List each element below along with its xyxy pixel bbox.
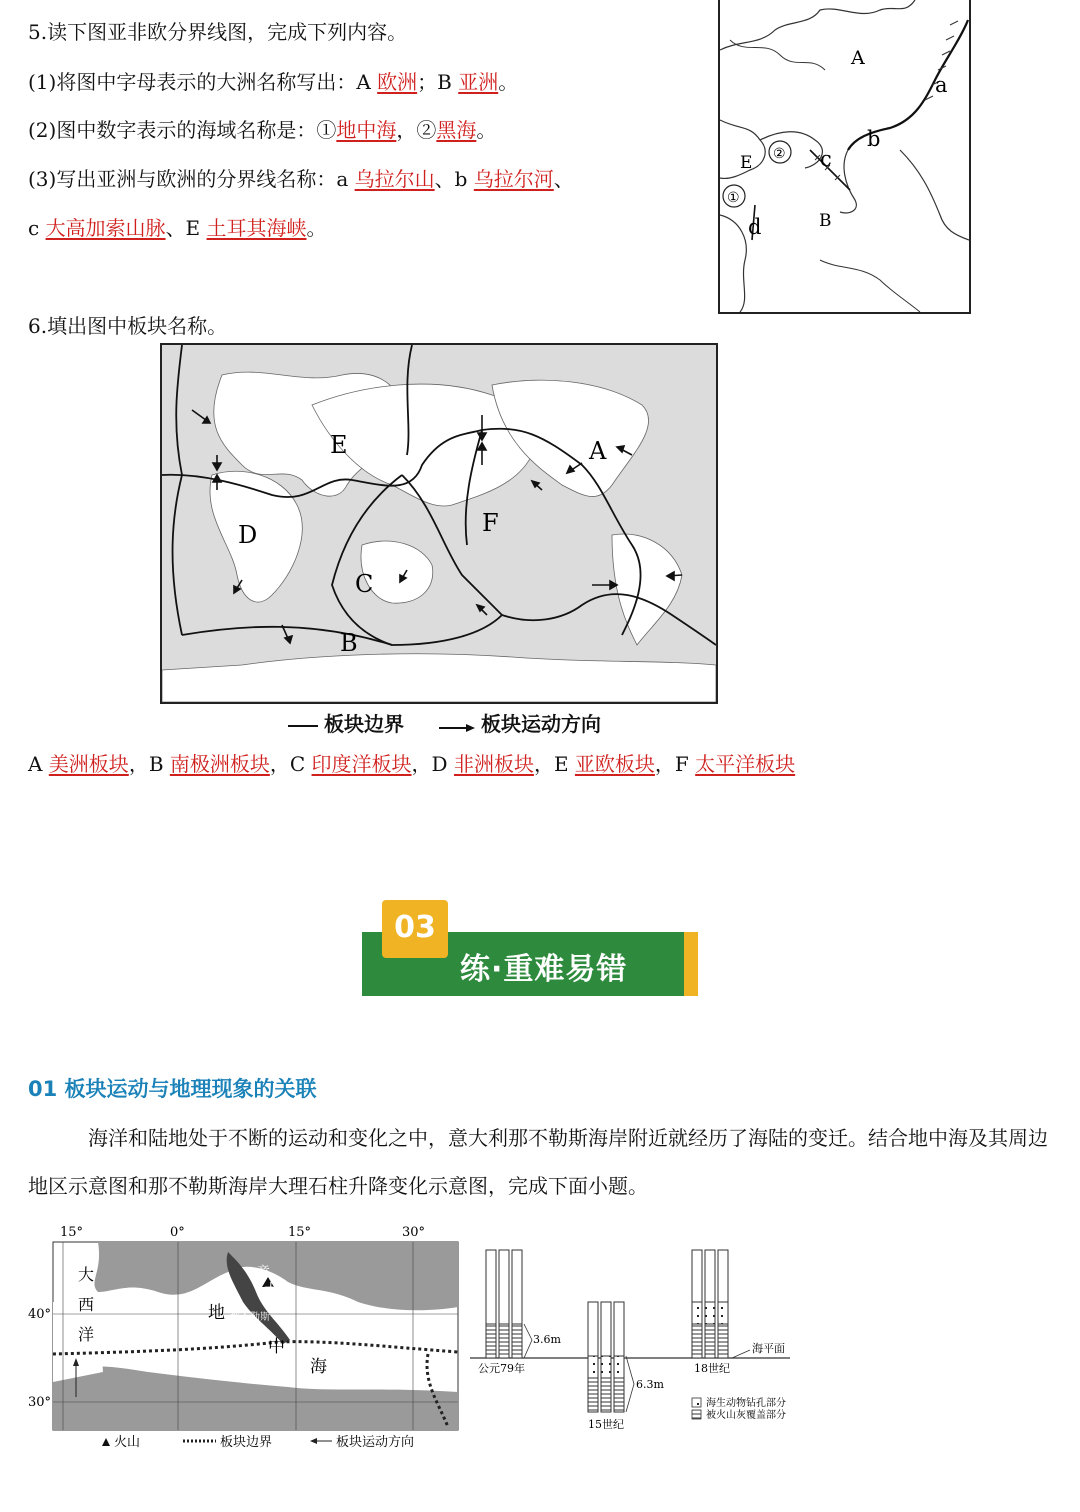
q5-part2 xyxy=(28,116,496,144)
q6-answers xyxy=(28,750,795,778)
sea-level-label: 海平面 xyxy=(752,1342,785,1355)
map-label-2: ② xyxy=(773,146,786,162)
ans-sep: ， xyxy=(654,752,675,776)
map-label-1: ① xyxy=(727,190,740,206)
map-label-d: d xyxy=(748,215,762,239)
eurasia-boundary-map xyxy=(718,0,971,314)
lon-label-2: 0° xyxy=(170,1225,185,1240)
answer-eurasian-plate: 亚欧板块 xyxy=(574,752,655,776)
pillar-group-15c: 15世纪 xyxy=(588,1418,624,1431)
q5-part1 xyxy=(28,68,518,96)
q5-part3 xyxy=(28,165,574,193)
ans-prefix: C xyxy=(289,752,312,776)
pillar-height-1: 3.6m xyxy=(533,1333,561,1346)
answer-caucasus: 大高加索山脉 xyxy=(45,216,166,240)
q5-title: 5.读下图亚非欧分界线图，完成下列内容。 xyxy=(28,20,408,44)
q5-p2-end: 。 xyxy=(476,118,497,142)
italy-char: 意 xyxy=(256,1265,270,1281)
sea-char: 地 xyxy=(208,1303,225,1323)
legend-ash: 被火山灰覆盖部分 xyxy=(706,1410,786,1421)
answer-indian-ocean-plate: 印度洋板块 xyxy=(311,752,412,776)
italy-char: 利 xyxy=(272,1299,286,1315)
section-title: 01 板块运动与地理现象的关联 xyxy=(28,1077,317,1101)
lon-label-3: 15° xyxy=(288,1225,312,1240)
naples-label: 那不勒斯 xyxy=(230,1312,270,1323)
section-paragraph: 海洋和陆地处于不断的运动和变化之中，意大利那不勒斯海岸附近就经历了海陆的变迁。结合地中海及其周边地区示意图和那不勒斯海岸大理石柱升降变化示意图，完成下面小题。 xyxy=(28,1126,1048,1198)
answer-black-sea: 黑海 xyxy=(436,118,477,142)
q5-p2-mid: ，② xyxy=(396,118,437,142)
q5-p2-prefix: (2)图中数字表示的海域名称是：① xyxy=(28,118,337,142)
pillar-group-18c: 18世纪 xyxy=(694,1362,730,1375)
q5-p3-prefix: (3)写出亚洲与欧洲的分界线名称：a xyxy=(28,167,355,191)
ans-prefix: D xyxy=(431,752,454,776)
ans-prefix: B xyxy=(148,752,170,776)
boundary-line-swatch xyxy=(288,725,318,727)
sea-char: 中 xyxy=(268,1337,285,1357)
q5-part4 xyxy=(28,214,327,242)
banner-title: 练·重难易错 xyxy=(460,952,628,987)
legend-plate-boundary: 板块边界 xyxy=(220,1435,273,1450)
answer-turkish-straits: 土耳其海峡 xyxy=(206,216,307,240)
lon-label-4: 30° xyxy=(402,1225,426,1240)
pillar-group-79ad: 公元79年 xyxy=(478,1362,525,1375)
ans-prefix: A xyxy=(28,752,49,776)
map-label-A: A xyxy=(851,47,865,69)
plate-label-D: D xyxy=(238,521,258,549)
map-label-c: c xyxy=(820,147,832,171)
q6-title: 6.填出图中板块名称。 xyxy=(28,314,228,338)
map-label-b: b xyxy=(867,127,881,151)
ans-sep: ， xyxy=(269,752,290,776)
ans-sep: ， xyxy=(128,752,149,776)
atlantic-char: 西 xyxy=(78,1295,95,1314)
answer-pacific-plate: 太平洋板块 xyxy=(695,752,796,776)
legend-boundary: 板块边界 xyxy=(324,712,404,736)
answer-asia: 亚洲 xyxy=(458,70,499,94)
answer-ural-mountains: 乌拉尔山 xyxy=(354,167,435,191)
banner-accent xyxy=(684,932,698,996)
q5-p4-prefix: c xyxy=(28,216,46,240)
legend-ash-swatch xyxy=(692,1410,701,1419)
legend-plate-direction: 板块运动方向 xyxy=(336,1435,415,1450)
answer-african-plate: 非洲板块 xyxy=(453,752,534,776)
lon-label-1: 15° xyxy=(60,1225,84,1240)
map-label-E: E xyxy=(740,153,753,173)
pillar-height-2: 6.3m xyxy=(636,1378,664,1391)
atlantic-char: 大 xyxy=(78,1265,95,1284)
atlantic-char: 洋 xyxy=(78,1325,95,1344)
plate-label-A: A xyxy=(589,437,607,465)
q5-p1-mid: ；B xyxy=(417,70,459,94)
answer-europe: 欧洲 xyxy=(377,70,418,94)
ans-prefix: E xyxy=(553,752,575,776)
lat-label-1: 40° xyxy=(28,1307,52,1322)
answer-ural-river: 乌拉尔河 xyxy=(473,167,554,191)
q5-p4-mid: 、E xyxy=(165,216,207,240)
ans-prefix: F xyxy=(674,752,696,776)
legend-volcano: 火山 xyxy=(114,1435,141,1450)
lat-label-2: 30° xyxy=(28,1395,52,1410)
map-label-a: a xyxy=(935,73,948,97)
banner-number: 03 xyxy=(394,910,436,945)
map-label-B: B xyxy=(819,211,832,231)
ans-sep: ， xyxy=(533,752,554,776)
q5-p3-end: 、 xyxy=(553,167,574,191)
q5-p3-mid: 、b xyxy=(434,167,474,191)
arrow-icon xyxy=(439,714,475,738)
answer-mediterranean: 地中海 xyxy=(336,118,397,142)
banner-number-box xyxy=(382,900,448,958)
legend-volcano-icon xyxy=(102,1438,110,1446)
q5-p1-prefix: (1)将图中字母表示的大洲名称写出：A xyxy=(28,70,378,94)
answer-american-plate: 美洲板块 xyxy=(48,752,129,776)
legend-direction: 板块运动方向 xyxy=(480,712,601,736)
plate-map xyxy=(160,343,718,704)
q5-p1-end: 。 xyxy=(498,70,519,94)
plate-map-legend xyxy=(288,708,601,738)
sea-char: 海 xyxy=(310,1357,327,1377)
answer-antarctic-plate: 南极洲板块 xyxy=(169,752,270,776)
pillar-diagram xyxy=(470,1240,815,1440)
ans-sep: ， xyxy=(411,752,432,776)
italy-char: 大 xyxy=(264,1282,278,1298)
plate-label-C: C xyxy=(355,570,374,598)
q5-p4-end: 。 xyxy=(306,216,327,240)
plate-label-E: E xyxy=(330,431,348,459)
plate-label-B: B xyxy=(340,629,358,657)
plate-label-F: F xyxy=(482,509,499,537)
mediterranean-map xyxy=(28,1222,462,1458)
legend-bore-swatch xyxy=(692,1398,701,1407)
legend-bore: 海生动物钻孔部分 xyxy=(706,1398,786,1409)
